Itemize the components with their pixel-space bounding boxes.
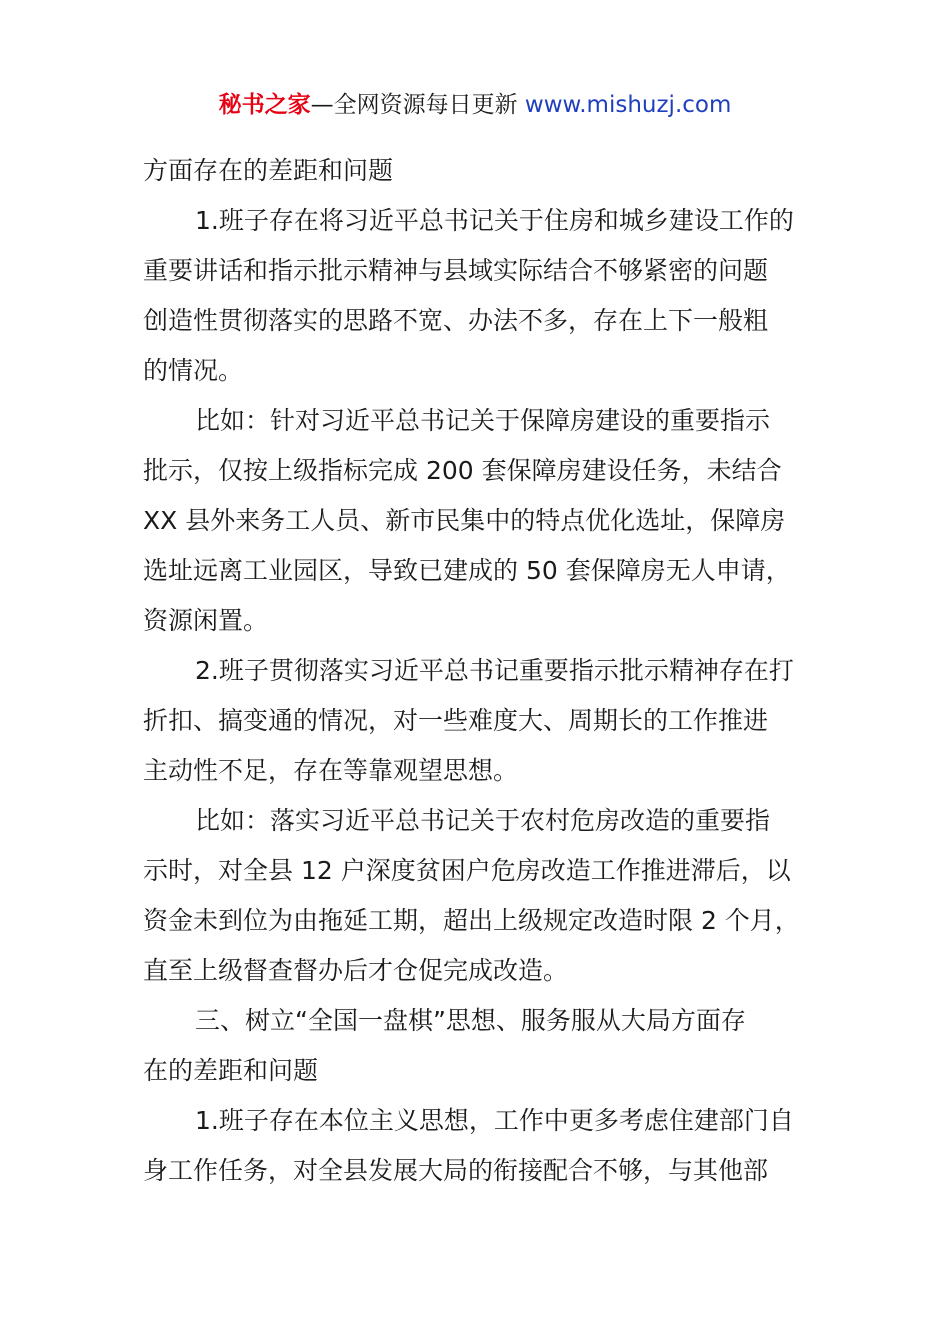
text-line: 1.班子存在本位主义思想，工作中更多考虑住建部门自 [195, 1106, 794, 1135]
text-line: 重要讲话和指示批示精神与县域实际结合不够紧密的问题 [143, 256, 769, 285]
paragraph-issue-1 [143, 196, 833, 396]
text-line: 选址远离工业园区，导致已建成的 50 套保障房无人申请， [143, 556, 791, 585]
text-line: 主动性不足，存在等靠观望思想。 [143, 756, 519, 785]
text-line: 2.班子贯彻落实习近平总书记重要指示批示精神存在打 [195, 656, 794, 685]
paragraph-example-2 [143, 796, 833, 996]
brand-name: 秘书之家 [218, 92, 311, 118]
text-line: 直至上级督查督办后才仓促完成改造。 [143, 956, 569, 985]
site-header [0, 88, 950, 122]
paragraph-issue-3-1 [143, 1096, 833, 1196]
text-line: XX 县外来务工人员、新市民集中的特点优化选址，保障房 [143, 506, 786, 535]
site-url-link[interactable]: www.mishuzj.com [524, 92, 732, 118]
text-line: 资金未到位为由拖延工期，超出上级规定改造时限 2 个月， [143, 906, 800, 935]
text-line: 折扣、搞变通的情况，对一些难度大、周期长的工作推进 [143, 706, 769, 735]
text-line: 比如：针对习近平总书记关于保障房建设的重要指示 [195, 406, 771, 435]
text-line: 资源闲置。 [143, 606, 269, 635]
paragraph-continuation [143, 146, 833, 196]
text-line: 1.班子存在将习近平总书记关于住房和城乡建设工作的 [195, 206, 794, 235]
text-line: 方面存在的差距和问题 [143, 156, 394, 185]
text-line: 身工作任务，对全县发展大局的衔接配合不够，与其他部 [143, 1156, 769, 1185]
text-line: 示时，对全县 12 户深度贫困户危房改造工作推进滞后，以 [143, 856, 791, 885]
paragraph-example-1 [143, 396, 833, 646]
text-line: 批示，仅按上级指标完成 200 套保障房建设任务，未结合 [143, 456, 782, 485]
text-line: 在的差距和问题 [143, 1056, 319, 1085]
header-slogan: —全网资源每日更新 [310, 92, 518, 118]
paragraph-issue-2 [143, 646, 833, 796]
text-line: 比如：落实习近平总书记关于农村危房改造的重要指 [195, 806, 771, 835]
text-line: 的情况。 [143, 356, 244, 385]
section-heading-3 [143, 996, 833, 1096]
document-body [143, 146, 833, 1196]
text-line: 三、树立“全国一盘棋”思想、服务服从大局方面存 [195, 1006, 746, 1035]
text-line: 创造性贯彻落实的思路不宽、办法不多，存在上下一般粗 [143, 306, 769, 335]
